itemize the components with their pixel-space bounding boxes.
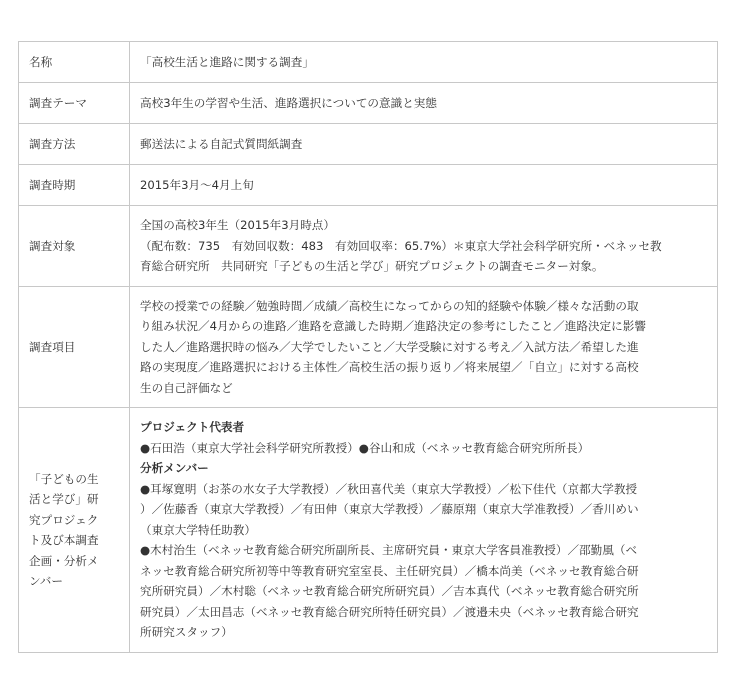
label-line: 「子どもの生 <box>29 471 99 486</box>
value-line: 所研究スタッフ） <box>140 625 233 640</box>
label-line: ト及び本調査 <box>29 533 99 547</box>
table-row-members <box>19 408 718 653</box>
table-row-theme <box>19 83 718 124</box>
value-line: （東京大学特任助教） <box>140 522 256 537</box>
value-line: （配布数：735 有効回収数：483 有効回収率：65.7%）＊東京大学社会科学研究所・ベネッセ教 <box>140 238 662 253</box>
row-label: 調査時期 <box>19 165 130 206</box>
row-label: 名称 <box>19 42 130 83</box>
table-row-period <box>19 165 718 206</box>
section-heading-members: 分析メンバー <box>140 461 209 476</box>
value-line: り組み状況／4月からの進路／進路を意識した時期／進路決定の参考にしたこと／進路決定に影響 <box>140 319 646 334</box>
row-label: 調査項目 <box>19 287 130 408</box>
label-line: 活と学び」研 <box>29 492 99 506</box>
table-row-target <box>19 206 718 287</box>
value-line: ●木村治生（ベネッセ教育総合研究所副所長、主席研究員・東京大学客員准教授）／邵勤風（ベ <box>140 543 638 558</box>
section-heading-representatives: プロジェクト代表者 <box>140 420 245 435</box>
table-row-name <box>19 42 718 83</box>
value-line: 生の自己評価など <box>140 380 233 395</box>
row-value: 郵送法による自記式質問紙調査 <box>130 124 718 165</box>
value-line: 研究員）／太田昌志（ベネッセ教育総合研究所特任研究員）／渡邉未央（ベネッセ教育総合研究 <box>140 604 639 619</box>
value-line: 路の実現度／進路選択における主体性／高校生活の振り返り／将来展望／「自立」に対する高校 <box>140 360 639 375</box>
value-line: ●耳塚寛明（お茶の水女子大学教授）／秋田喜代美（東京大学教授）／松下佳代（京都大学教授 <box>140 481 638 496</box>
row-label <box>19 408 130 653</box>
label-line: ンバー <box>29 574 63 588</box>
row-label: 調査方法 <box>19 124 130 165</box>
table-row-items <box>19 287 718 408</box>
row-label: 調査テーマ <box>19 83 130 124</box>
value-line: 育総合研究所 共同研究「子どもの生活と学び」研究プロジェクトの調査モニター対象。 <box>140 259 604 274</box>
row-value <box>130 287 718 408</box>
value-line: 全国の高校3年生（2015年3月時点） <box>140 218 335 233</box>
label-line: 企画・分析メ <box>29 553 99 568</box>
value-line: した人／進路選択時の悩み／大学でしたいこと／大学受験に対する考え／入試方法／希望した進 <box>140 339 639 354</box>
row-value: 高校3年生の学習や生活、進路選択についての意識と実態 <box>130 83 718 124</box>
row-label: 調査対象 <box>19 206 130 287</box>
value-line: 学校の授業での経験／勉強時間／成績／高校生になってからの知的経験や体験／様々な活動の取 <box>140 298 639 313</box>
representatives-line: ●石田浩（東京大学社会科学研究所教授）●谷山和成（ベネッセ教育総合研究所所長） <box>140 440 590 455</box>
value-line: ネッセ教育総合研究所初等中等教育研究室室長、主任研究員）／橋本尚美（ベネッセ教育総合研 <box>140 563 639 578</box>
table-row-method <box>19 124 718 165</box>
row-value <box>130 408 718 653</box>
row-value <box>130 206 718 287</box>
survey-overview-table <box>18 41 718 653</box>
value-line: 究所研究員）／木村聡（ベネッセ教育総合研究所研究員）／吉本真代（ベネッセ教育総合研究所 <box>140 584 639 599</box>
label-line: 究プロジェク <box>29 512 99 527</box>
row-value: 2015年3月～4月上旬 <box>130 165 718 206</box>
row-value: 「高校生活と進路に関する調査」 <box>130 42 718 83</box>
value-line: ）／佐藤香（東京大学教授）／有田伸（東京大学教授）／藤原翔（東京大学准教授）／香川めい <box>140 502 639 517</box>
